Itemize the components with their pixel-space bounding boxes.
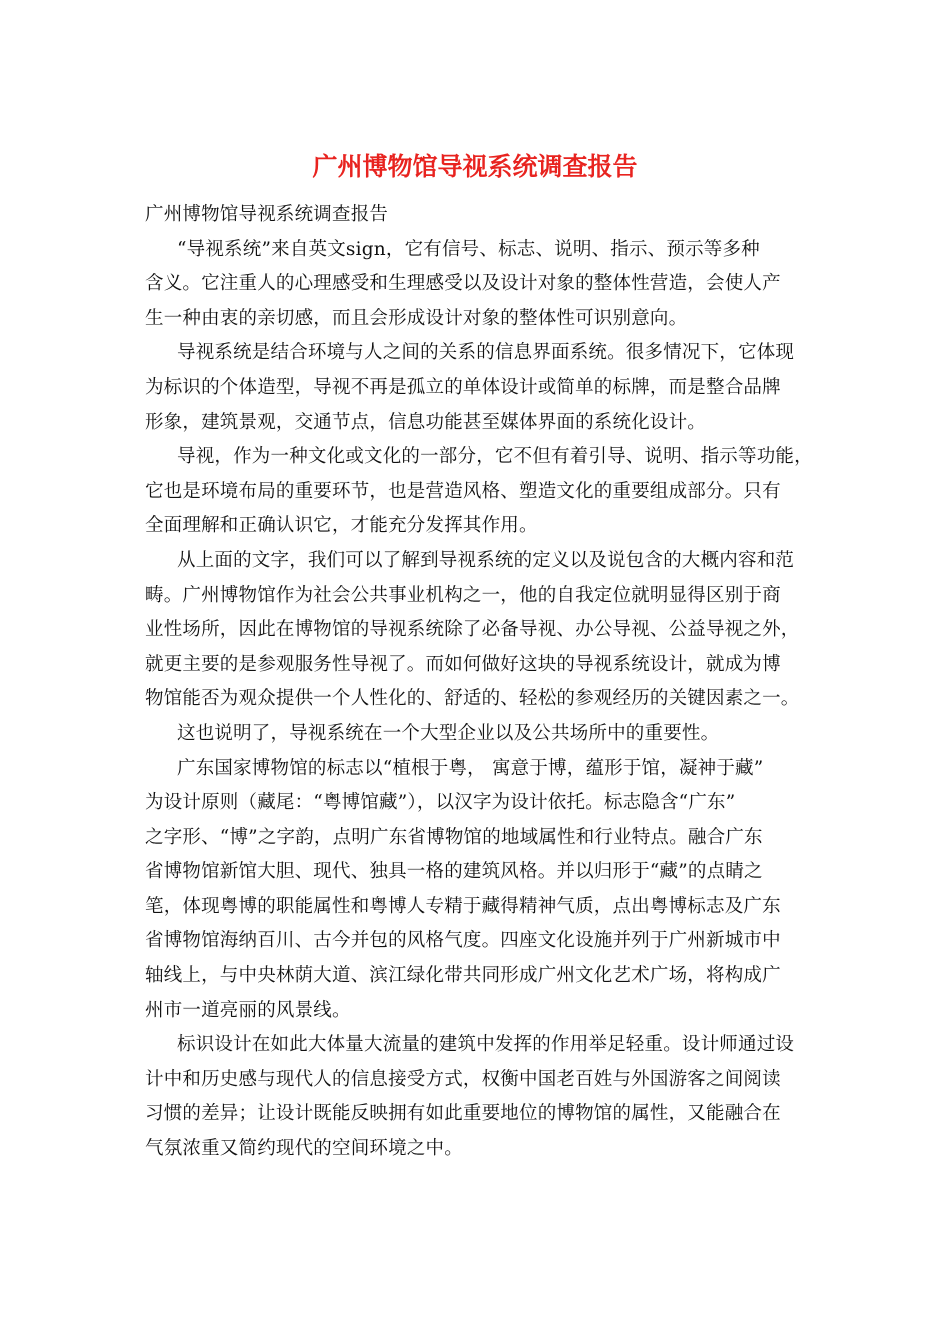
- paragraph-line: 业性场所，因此在博物馆的导视系统除了必备导视、办公导视、公益导视之外，: [145, 619, 800, 641]
- paragraph-list: [145, 233, 817, 1167]
- paragraph-line: 从上面的文字，我们可以了解到导视系统的定义以及说包含的大概内容和范: [177, 549, 795, 571]
- paragraph-line: 导视系统是结合环境与人之间的关系的信息界面系统。很多情况下，它体现: [177, 342, 795, 364]
- paragraph-line: 省博物馆海纳百川、古今并包的风格气度。四座文化设施并列于广州新城市中: [145, 930, 781, 952]
- document-title: 广州博物馆导视系统调查报告: [312, 152, 638, 181]
- document-body: [145, 198, 817, 1167]
- document-subtitle: 广州博物馆导视系统调查报告: [145, 204, 389, 225]
- paragraph: [145, 233, 817, 337]
- paragraph-line: 它也是环境布局的重要环节，也是营造风格、塑造文化的重要组成部分。只有: [145, 480, 781, 502]
- paragraph: [145, 1028, 817, 1166]
- paragraph-line: 习惯的差异；让设计既能反映拥有如此重要地位的博物馆的属性，又能融合在: [145, 1103, 781, 1125]
- paragraph-line: 笔，体现粤博的职能属性和粤博人专精于藏得精神气质，点出粤博标志及广东: [145, 895, 781, 917]
- paragraph-line: “导视系统”来自英文sign，它有信号、标志、说明、指示、预示等多种: [177, 238, 760, 260]
- paragraph-line: 为设计原则（藏尾：“粤博馆藏”），以汉字为设计依托。标志隐含“广东”: [145, 792, 736, 814]
- paragraph: [145, 752, 817, 1029]
- paragraph-line: 轴线上，与中央林荫大道、滨江绿化带共同形成广州文化艺术广场，将构成广: [145, 965, 781, 987]
- paragraph-line: 为标识的个体造型，导视不再是孤立的单体设计或简单的标牌，而是整合品牌: [145, 376, 781, 398]
- paragraph-line: 畴。广州博物馆作为社会公共事业机构之一，他的自我定位就明显得区别于商: [145, 584, 781, 606]
- paragraph-line: 导视，作为一种文化或文化的一部分，它不但有着引导、说明、指示等功能，: [177, 446, 813, 468]
- paragraph-line: 物馆能否为观众提供一个人性化的、舒适的、轻松的参观经历的关键因素之一。: [145, 688, 800, 710]
- paragraph: [145, 440, 817, 544]
- paragraph-line: 之字形、“博”之字韵，点明广东省博物馆的地域属性和行业特点。融合广东: [145, 826, 763, 848]
- paragraph-line: 就更主要的是参观服务性导视了。而如何做好这块的导视系统设计，就成为博: [145, 653, 781, 675]
- paragraph-line: 含义。它注重人的心理感受和生理感受以及设计对象的整体性营造，会使人产: [145, 273, 781, 295]
- paragraph-line: 广东国家博物馆的标志以“植根于粤， 寓意于博，蕴形于馆，凝神于藏”: [177, 757, 764, 779]
- paragraph-line: 州市一道亮丽的风景线。: [145, 999, 351, 1021]
- paragraph-line: 标识设计在如此大体量大流量的建筑中发挥的作用举足轻重。设计师通过设: [177, 1034, 795, 1056]
- paragraph: [145, 717, 817, 752]
- paragraph-line: 气氛浓重又简约现代的空间环境之中。: [145, 1138, 463, 1160]
- paragraph-line: 形象，建筑景观，交通节点，信息功能甚至媒体界面的系统化设计。: [145, 411, 707, 433]
- paragraph-line: 省博物馆新馆大胆、现代、独具一格的建筑风格。并以归形于“藏”的点睛之: [145, 861, 763, 883]
- paragraph-line: 生一种由衷的亲切感，而且会形成设计对象的整体性可识别意向。: [145, 307, 688, 329]
- paragraph-line: 全面理解和正确认识它，才能充分发挥其作用。: [145, 515, 538, 537]
- paragraph: [145, 336, 817, 440]
- paragraph-line: 计中和历史感与现代人的信息接受方式，权衡中国老百姓与外国游客之间阅读: [145, 1068, 781, 1090]
- paragraph-line: 这也说明了，导视系统在一个大型企业以及公共场所中的重要性。: [177, 722, 720, 744]
- paragraph: [145, 544, 817, 717]
